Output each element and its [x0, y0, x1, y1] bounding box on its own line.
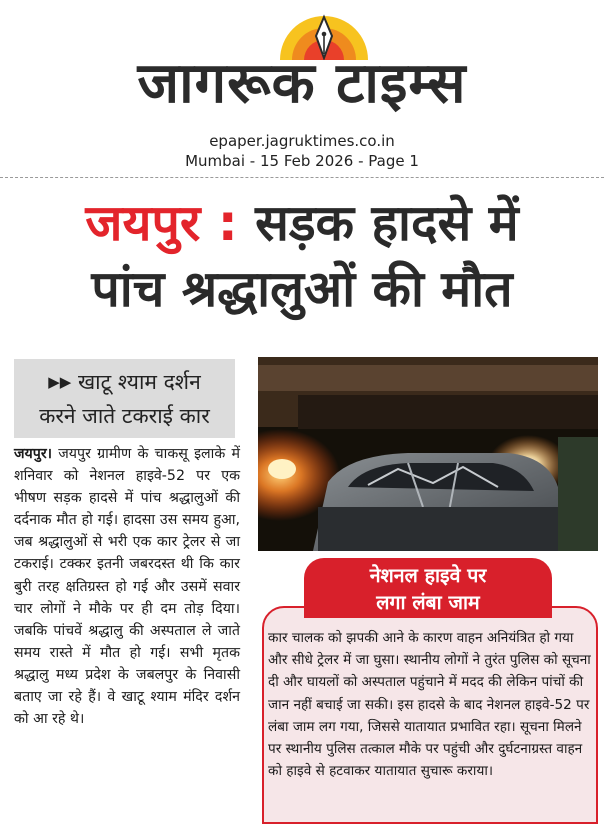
subheadline-line-1 — [14, 365, 235, 399]
sidebar-header-line-2: लगा लंबा जाम — [376, 591, 480, 614]
epaper-url[interactable]: epaper.jagruktimes.co.in — [209, 132, 395, 150]
masthead-divider — [0, 177, 604, 178]
subheadline-line-2: करने जाते टकराई कार — [39, 404, 210, 428]
headline-line-1 — [0, 190, 604, 256]
subheadline-box — [14, 359, 235, 438]
edition-line: Mumbai - 15 Feb 2026 - Page 1 — [185, 152, 419, 170]
headline-city: जयपुर — [85, 194, 201, 252]
headline-line-2: पांच श्रद्धालुओं की मौत — [91, 260, 513, 318]
sidebar-body: कार चालक को झपकी आने के कारण वाहन अनियंत्रित हो गया और सीधे ट्रेलर में जा घुसा। स्थानीय लोगों ने तुरंत पुलिस को सूचना दी और घायलों को अस्पताल पहुंचाने में मदद की लेकिन पांचों की जान नहीं बचाई जा सकी। इस हादसे के बाद नेशनल हाइवे-52 पर लंबा जाम लग गया, जिससे यातायात प्रभावित रहा। सूचना मिलने पर स्थानीय पुलिस तत्काल मौके पर पहुंची और दुर्घटनाग्रस्त वाहन को हाइवे से हटवाकर यातायात सुचारू कराया। — [268, 630, 591, 780]
headline-line1-rest: सड़क हादसे में — [255, 194, 519, 252]
accident-photo — [258, 357, 598, 551]
subheadline-text-1: खाटू श्याम दर्शन — [78, 370, 201, 394]
headline-separator: : — [200, 194, 256, 252]
accident-scene-image — [258, 357, 598, 551]
sidebar-header-line-1: नेशनल हाइवे पर — [369, 564, 487, 587]
sidebar-header — [304, 558, 552, 618]
story-body — [14, 443, 240, 828]
story-text: जयपुर ग्रामीण के चाकसू इलाके में शनिवार को नेशनल हाइवे-52 पर एक भीषण सड़क हादसे में पांच श्रद्धालुओं की दर्दनाक मौत हो गई। हादसा उस समय हुआ, जब श्रद्धालुओं से भरी एक कार ट्रेलर से जा टकराई। टक्कर इतनी जबरदस्त थी कि कार बुरी तरह क्षतिग्रस्त हो गई और उसमें सवार चार लोगों ने मौके पर ही दम तोड़ दिया। जबकि पांचवें श्रद्धालु की अस्पताल ले जाते समय रास्ते में मौत हो गई। सभी मृतक श्रद्धालु मध्य प्रदेश के जबलपुर के निवासी बताए जा रहे हैं। वे खाटू श्याम मंदिर दर्शन को आ रहे थे। — [14, 446, 240, 728]
masthead — [0, 0, 604, 178]
double-arrow-icon: ▶▶ — [48, 373, 72, 391]
story-dateline: जयपुर। — [14, 446, 52, 462]
masthead-logo: जागरूक टाइम्स — [137, 51, 467, 116]
main-headline — [0, 190, 604, 322]
